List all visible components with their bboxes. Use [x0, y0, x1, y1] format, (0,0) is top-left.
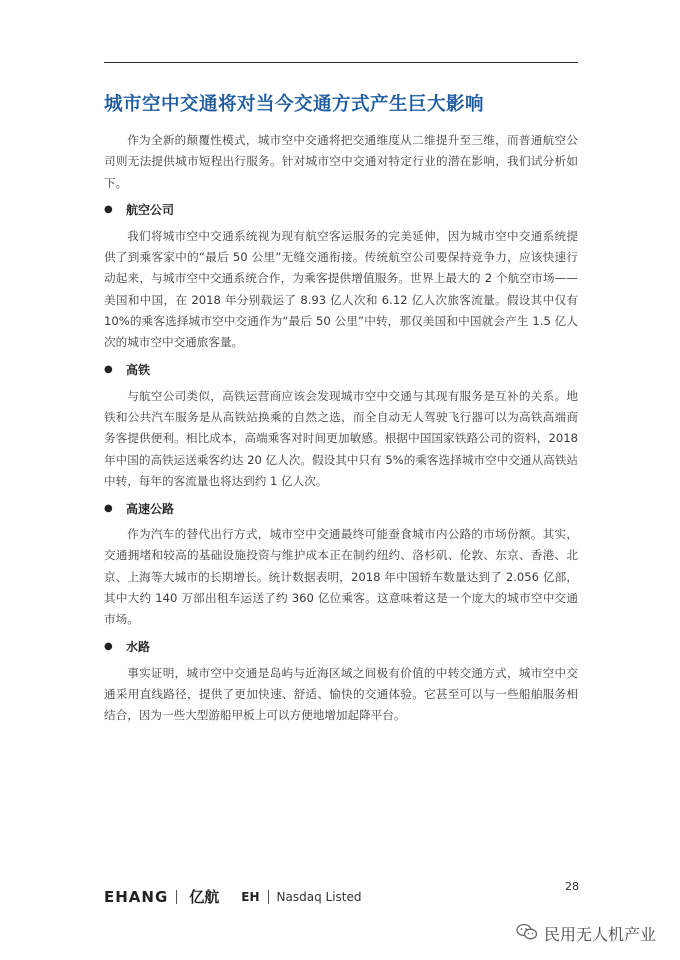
section-heading-label: 高速公路 — [126, 501, 175, 516]
watermark — [516, 922, 656, 945]
section-heading-highway — [104, 498, 578, 518]
top-rule — [104, 62, 578, 63]
section-heading-label: 航空公司 — [126, 203, 175, 218]
section-heading-high-speed-rail — [104, 360, 578, 380]
wechat-icon — [516, 923, 538, 945]
section-paragraph-waterway: 事实证明，城市空中交通是岛屿与近海区域之间极有价值的中转交通方式，城市空中交通采用直线路径，提供了更加快速、舒适、愉快的交通体验。它甚至可以与一些船舶服务相结合，因为一些大型游船甲板上可以方便地增加起降平台。 — [104, 665, 578, 723]
watermark-text: 民用无人机产业 — [543, 925, 656, 944]
logo-divider — [176, 890, 177, 904]
page-title: 城市空中交通将对当今交通方式产生巨大影响 — [104, 94, 485, 115]
section-paragraph-highway: 作为汽车的替代出行方式，城市空中交通最终可能蚕食城市内公路的市场份额。其实，交通拥堵和较高的基础设施投资与维护成本正在制约纽约、洛杉矶、伦敦、东京、香港、北京、上海等大城市的长期增长。统计数据表明，2018 年中国轿车数量达到了 2.056 亿部，其中大约 140 万部出租车运送了约 360 亿位乘客。这意味着这是一个庞大的城市空中交通市场。 — [104, 527, 578, 627]
section-heading-airlines — [104, 200, 578, 220]
bullet-icon: ● — [104, 641, 113, 653]
section-heading-label: 水路 — [126, 640, 151, 655]
exchange-label: Nasdaq Listed — [276, 889, 362, 904]
page-number: 28 — [565, 880, 579, 893]
footer-logo — [104, 886, 362, 907]
ticker-symbol: EH — [241, 889, 260, 904]
section-heading-label: 高铁 — [126, 363, 151, 378]
bullet-icon: ● — [104, 204, 113, 216]
ehang-logo-text: EHANG — [104, 887, 169, 906]
intro-paragraph: 作为全新的颠覆性模式，城市空中交通将把交通维度从二维提升至三维，而普通航空公司则无法提供城市短程出行服务。针对城市空中交通对特定行业的潜在影响，我们试分析如下。 — [104, 133, 578, 190]
section-paragraph-high-speed-rail: 与航空公司类似，高铁运营商应该会发现城市空中交通与其现有服务是互补的关系。地铁和公共汽车服务是从高铁站换乘的自然之选，而全自动无人驾驶飞行器可以为高铁高端商务客提供便利。相比成本，高端乘客对时间更加敏感。根据中国国家铁路公司的资料，2018 年中国的高铁运送乘客约达 20 亿人次。假设其中只有 5%的乘客选择城市空中交通从高铁站中转，每年的客流量也将达到约 1 亿人次。 — [104, 388, 578, 488]
section-heading-waterway — [104, 637, 578, 657]
ticker-divider — [268, 890, 269, 904]
ehang-logo-chinese: 亿航 — [189, 888, 220, 906]
bullet-icon: ● — [104, 502, 113, 514]
bullet-icon: ● — [104, 364, 113, 376]
section-paragraph-airlines: 我们将城市空中交通系统视为现有航空客运服务的完美延伸，因为城市空中交通系统提供了到乘客家中的“最后 50 公里”无缝交通衔接。传统航空公司要保持竞争力，应该快速行动起来，与城市空中交通系统合作，为乘客提供增值服务。世界上最大的 2 个航空市场——美国和中国，在 2018 年分别载运了 8.93 亿人次和 6.12 亿人次旅客流量。假设其中仅有 10%的乘客选择城市空中交通作为“最后 50 公里”中转，那仅美国和中国就会产生 1.5 亿人次的城市空中交通旅客量。 — [104, 228, 578, 350]
article-body — [104, 130, 578, 727]
